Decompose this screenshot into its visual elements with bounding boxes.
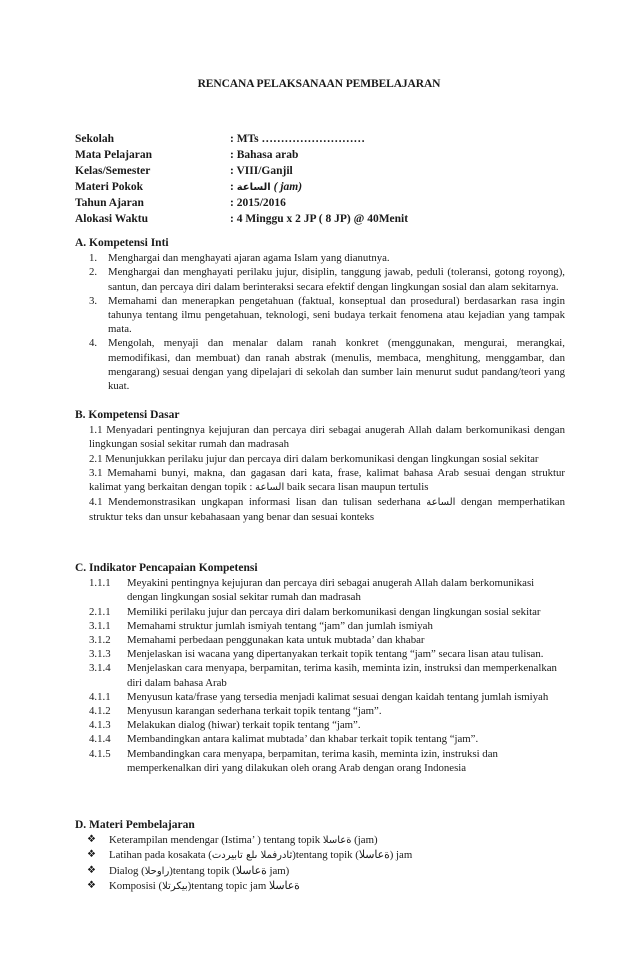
list-item <box>75 633 565 647</box>
meta-value: : MTs ……………………… <box>230 133 366 145</box>
item-text: Menghargai dan menghayati perilaku jujur, disiplin, tanggung jawab, peduli (toleransi, gotong royong), santun, dan percaya diri dalam berinteraksi secara efektif dengan lingkungan sosial dan alam sekitarnya. <box>108 266 565 293</box>
item-text-post: )tentang topik (ةعاسلا jam) <box>169 864 290 877</box>
item-number: 4.1.5 <box>89 747 111 760</box>
meta-value <box>230 179 302 196</box>
list-item <box>75 423 565 451</box>
diamond-bullet-icon: ❖ <box>87 834 96 846</box>
meta-value: : VIII/Ganjil <box>230 165 293 177</box>
item-text-arabic: بيكرتلا <box>162 880 188 892</box>
meta-label: Mata Pelajaran <box>75 149 152 161</box>
meta-label: Kelas/Semester <box>75 165 151 177</box>
item-number: 3.1.1 <box>89 619 111 632</box>
item-text-arabic: ثادرفملا ىلع تابيردت <box>211 850 293 862</box>
item-text: Memahami dan menerapkan pengetahuan (faktual, konseptual dan prosedural) berdasarkan rasa ingin tahunya tentang ilmu pengetahuan, teknologi, seni budaya terkait fenomena atau kejadian yang tampak mata. <box>108 294 565 336</box>
list-item <box>75 833 565 848</box>
item-number: 1.1.1 <box>89 577 111 590</box>
list-item <box>75 251 565 265</box>
diamond-bullet-icon: ❖ <box>87 864 96 876</box>
list-item <box>75 879 565 894</box>
list-item <box>75 619 565 633</box>
item-text-pre: Komposisi ( <box>109 879 163 892</box>
meta-label: Materi Pokok <box>75 181 144 193</box>
item-text-arabic: راوحلا <box>144 865 170 877</box>
item-text: Mengolah, menyaji dan menalar dalam ranah konkret (menggunakan, mengurai, merangkai, memodifikasi, dan membuat) dan ranah abstrak (menulis, membaca, menghitung, menggambar, dan mengarang) sesuai dengan yang dipelajari di sekolah dan sumber lain menurut sudut pandang/teori yang kuat. <box>108 337 565 393</box>
item-text: Menjelaskan isi wacana yang dipertanyakan terkait topik tentang “jam” secara lisan atau tulisan. <box>127 648 544 661</box>
item-number: 3.1.2 <box>89 634 111 647</box>
item-number: 1. <box>89 252 98 265</box>
section-title: D. Materi Pembelajaran <box>75 819 195 831</box>
item-text: Memahami struktur jumlah ismiyah tentang “jam” dan jumlah ismiyah <box>127 619 433 632</box>
list-item <box>75 732 565 746</box>
meta-value: : Bahasa arab <box>230 149 299 161</box>
item-text-post: )tentang topik (ةعاسلا) jam <box>292 849 413 862</box>
list-item <box>75 336 565 393</box>
item-text-pre: Dialog ( <box>109 864 145 877</box>
item-text-arabic: الساعة <box>255 482 285 494</box>
item-text: Meyakini pentingnya kejujuran dan percaya diri sebagai anugerah Allah dalam berkomunikasi dengan lingkungan sosial sekitar rumah dan madrasah <box>127 577 535 604</box>
meta-label: Sekolah <box>75 133 114 145</box>
list-item <box>75 718 565 732</box>
list-item <box>75 864 565 879</box>
item-text-post: dengan memperhatikan struktur teks dan unsur kebahasaan yang benar dan sesuai konteks <box>89 496 565 524</box>
section-title: B. Kompetensi Dasar <box>75 409 180 421</box>
item-text: Membandingkan cara menyapa, berpamitan, terima kasih, meminta izin, instruksi dan memperkenalkan diri yang dilakukan oleh orang Arab dengan orang Indonesia <box>127 747 498 774</box>
item-number: 3.1.3 <box>89 648 111 661</box>
section-title: A. Kompetensi Inti <box>75 237 169 249</box>
item-number: 3. <box>89 294 98 307</box>
item-text: Menjelaskan cara menyapa, berpamitan, terima kasih, meminta izin, instruksi dan memperkenalkan diri dalam bahasa Arab <box>127 662 557 689</box>
list-item <box>75 605 565 619</box>
meta-label: Alokasi Waktu <box>75 213 148 225</box>
item-text: Memiliki perilaku jujur dan percaya diri dalam berkomunikasi dengan lingkungan sosial sekitar <box>127 605 541 618</box>
list-item <box>75 661 565 689</box>
section-kompetensi-dasar <box>75 408 565 525</box>
list-item <box>75 704 565 718</box>
meta-label: Tahun Ajaran <box>75 197 144 209</box>
list-item <box>75 647 565 661</box>
item-text-post: (jam) <box>351 834 378 847</box>
list-item <box>75 265 565 293</box>
meta-value: : 4 Minggu x 2 JP ( 8 JP) @ 40Menit <box>230 213 409 225</box>
diamond-bullet-icon: ❖ <box>87 879 96 891</box>
list-item <box>75 452 565 466</box>
list-item <box>75 466 565 495</box>
list-item <box>75 576 565 604</box>
item-text: Menghargai dan menghayati ajaran agama Islam yang dianutnya. <box>108 252 390 265</box>
section-indikator <box>75 561 565 775</box>
section-title: C. Indikator Pencapaian Kompetensi <box>75 562 258 574</box>
meta-value: : 2015/2016 <box>230 197 286 209</box>
list-item <box>75 848 565 863</box>
item-text: Menyusun kata/frase yang tersedia menjadi kalimat sesuai dengan kaidah tentang jumlah ismiyah <box>127 690 549 703</box>
item-text-pre: 4.1 Mendemonstrasikan ungkapan informasi lisan dan tulisan sederhana <box>89 496 427 509</box>
item-text-post: )tentang topic jam ةعاسلا <box>187 879 300 892</box>
item-text: 1.1 Menyadari pentingnya kejujuran dan percaya diri sebagai anugerah Allah dalam berkomunikasi dengan lingkungan sosial sekitar rumah dan madrasah <box>89 424 565 451</box>
item-text-post: baik secara lisan maupun tertulis <box>284 481 429 494</box>
item-text-pre: Latihan pada kosakata ( <box>109 849 212 862</box>
item-text: 2.1 Menunjukkan perilaku jujur dan percaya diri dalam berkomunikasi dengan lingkungan sosial sekitar <box>89 452 539 465</box>
diamond-bullet-icon: ❖ <box>87 849 96 861</box>
list-item <box>75 495 565 524</box>
item-number: 4.1.1 <box>89 690 111 703</box>
item-text: Membandingkan antara kalimat mubtada’ dan khabar terkait topik tentang “jam”. <box>127 733 479 746</box>
item-number: 3.1.4 <box>89 662 111 675</box>
meta-value-prefix: : <box>230 181 237 193</box>
item-text: Menyusun karangan sederhana terkait topik tentang “jam”. <box>127 705 382 718</box>
meta-value-suffix: ( jam) <box>270 181 303 193</box>
meta-value-arabic: الساعة <box>236 182 271 193</box>
list-item <box>75 294 565 337</box>
item-text-pre: Keterampilan mendengar (Istima’ ) tentang topik <box>109 834 323 847</box>
section-kompetensi-inti <box>75 236 565 393</box>
document-title: RENCANA PELAKSANAAN PEMBELAJARAN <box>197 78 441 90</box>
item-text-pre: 3.1 Memahami bunyi, makna, dan gagasan dari kata, frase, kalimat bahasa Arab sesuai dengan struktur kalimat yang berkaitan dengan topik : <box>89 466 565 494</box>
item-number: 4.1.2 <box>89 705 111 718</box>
item-number: 4.1.3 <box>89 719 111 732</box>
item-number: 4. <box>89 337 98 350</box>
item-text: Melakukan dialog (hiwar) terkait topik tentang “jam”. <box>127 719 361 732</box>
item-text-arabic: ةعاسلا <box>322 835 352 847</box>
list-item <box>75 747 565 775</box>
item-text-arabic: الساعة <box>426 497 456 509</box>
item-number: 2. <box>89 266 98 279</box>
list-item <box>75 690 565 704</box>
item-number: 2.1.1 <box>89 605 111 618</box>
item-text: Memahami perbedaan penggunakan kata untuk mubtada’ dan khabar <box>127 634 425 647</box>
item-number: 4.1.4 <box>89 733 111 746</box>
section-materi <box>75 818 565 894</box>
